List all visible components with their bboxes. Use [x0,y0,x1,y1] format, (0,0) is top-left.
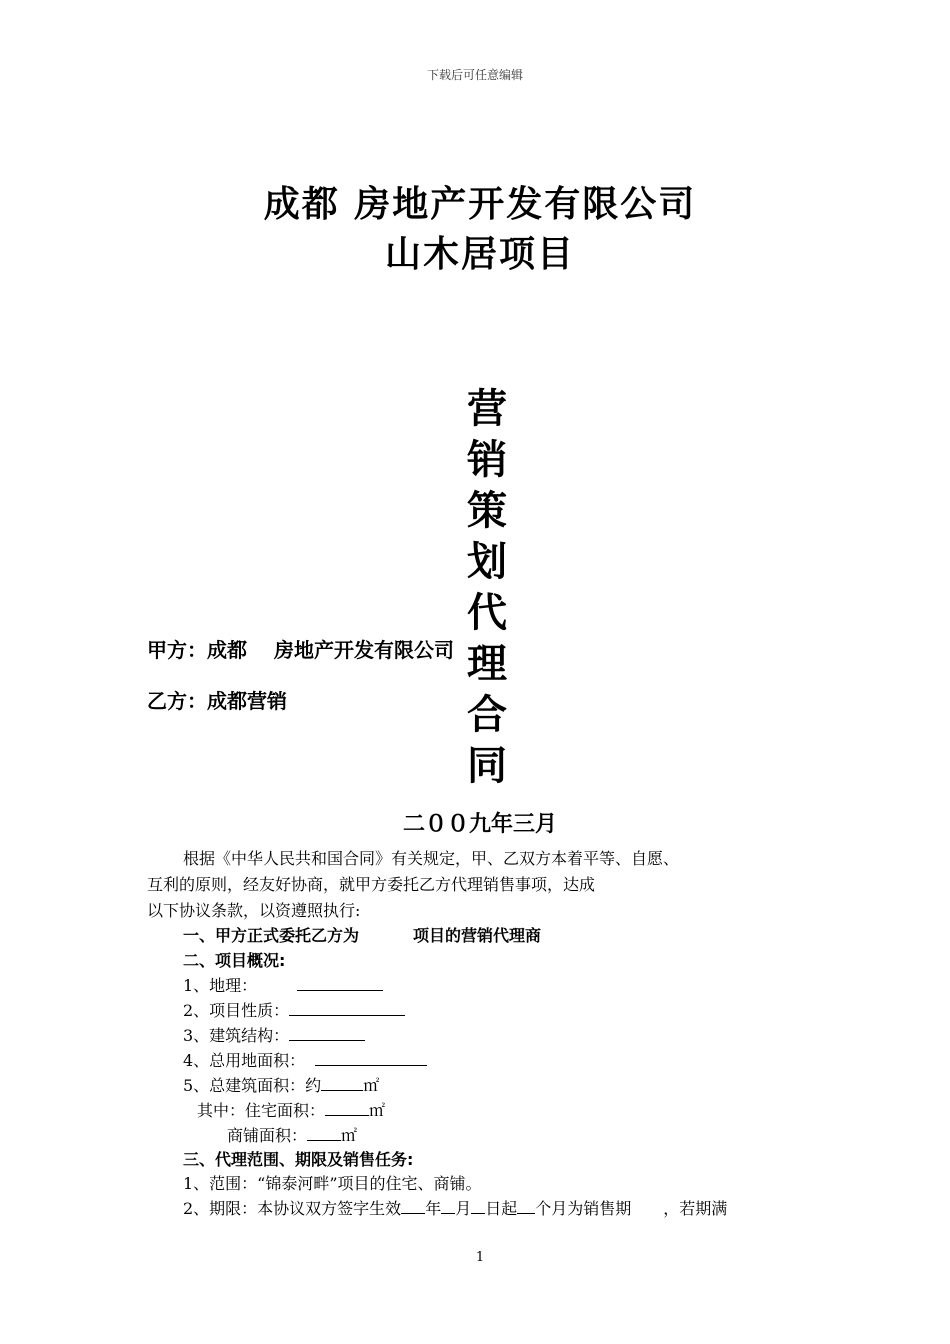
term-months-blank [517,1197,535,1214]
party-a-value: 成都 房地产开发有限公司 [207,638,454,662]
shop-area-blank [307,1124,341,1141]
item-building-area-unit: ㎡ [363,1076,380,1095]
item-shop-area-label: 商铺面积： [227,1126,308,1145]
vertical-title-char: 营 [467,386,507,432]
vertical-title-char: 代 [467,590,507,636]
party-b [147,685,287,714]
item-location [183,974,383,998]
item-range: 1、范围：“锦泰河畔”项目的住宅、商铺。 [183,1174,482,1193]
term-month-blank [441,1197,455,1214]
term-day-blank [471,1197,485,1214]
vertical-title-char: 划 [467,539,507,585]
clause-1-end: 项目的营销代理商 [413,926,542,945]
project-nature-blank [289,999,405,1016]
item-term-end: 个月为销售期 ，若期满 [535,1199,728,1218]
intro-line-2: 互利的原则，经友好协商，就甲方委托乙方代理销售事项，达成 [147,875,596,894]
item-term-start: 2、期限：本协议双方签字生效 [183,1199,402,1218]
document-title-company: 成都 房地产开发有限公司 [263,184,697,225]
item-land-area [183,1049,427,1073]
item-shop-area [227,1124,357,1148]
item-residential-area [197,1099,385,1123]
item-term-month: 月 [455,1199,472,1218]
term-year-blank [401,1197,425,1214]
contract-date: 二００九年三月 [402,811,557,837]
item-shop-area-unit: ㎡ [341,1126,358,1145]
residential-area-blank [325,1099,369,1116]
vertical-title-char: 同 [467,743,507,789]
item-term-day: 日起 [485,1199,518,1218]
location-blank [297,974,383,991]
item-land-area-label: 4、总用地面积： [183,1051,306,1070]
vertical-contract-title [462,384,512,792]
document-title-project: 山木居项目 [384,234,575,275]
vertical-title-char: 销 [467,437,507,483]
item-building-area-label: 5、总建筑面积：约 [183,1076,322,1095]
item-location-label: 1、地理： [183,976,258,995]
item-term-year: 年 [425,1199,442,1218]
building-area-blank [321,1074,363,1091]
item-residential-area-label: 其中：住宅面积： [197,1101,326,1120]
item-residential-area-unit: ㎡ [369,1101,386,1120]
clause-1 [183,924,541,948]
item-structure [183,1024,365,1048]
clause-1-start: 一、甲方正式委托乙方为 [183,926,360,945]
vertical-title-char: 策 [467,488,507,534]
structure-blank [289,1024,365,1041]
item-term [183,1197,727,1221]
party-b-value: 成都营销 [207,689,287,713]
item-structure-label: 3、建筑结构： [183,1026,290,1045]
header-note: 下载后可任意编辑 [426,68,523,82]
page-number: 1 [475,1250,485,1265]
party-a-label: 甲方： [147,638,207,662]
item-project-nature-label: 2、项目性质： [183,1001,290,1020]
intro-line-3: 以下协议条款，以资遵照执行: [147,901,361,920]
intro-line-1: 根据《中华人民共和国合同》有关规定，甲、乙双方本着平等、自愿、 [183,849,680,868]
party-a [147,634,454,663]
vertical-title-char: 理 [467,641,507,687]
clause-2-heading: 二、项目概况: [183,951,286,970]
vertical-title-char: 合 [467,692,507,738]
land-area-blank [315,1049,427,1066]
party-b-label: 乙方： [147,689,207,713]
item-project-nature [183,999,405,1023]
clause-3-heading: 三、代理范围、期限及销售任务: [183,1150,414,1169]
item-building-area [183,1074,379,1098]
